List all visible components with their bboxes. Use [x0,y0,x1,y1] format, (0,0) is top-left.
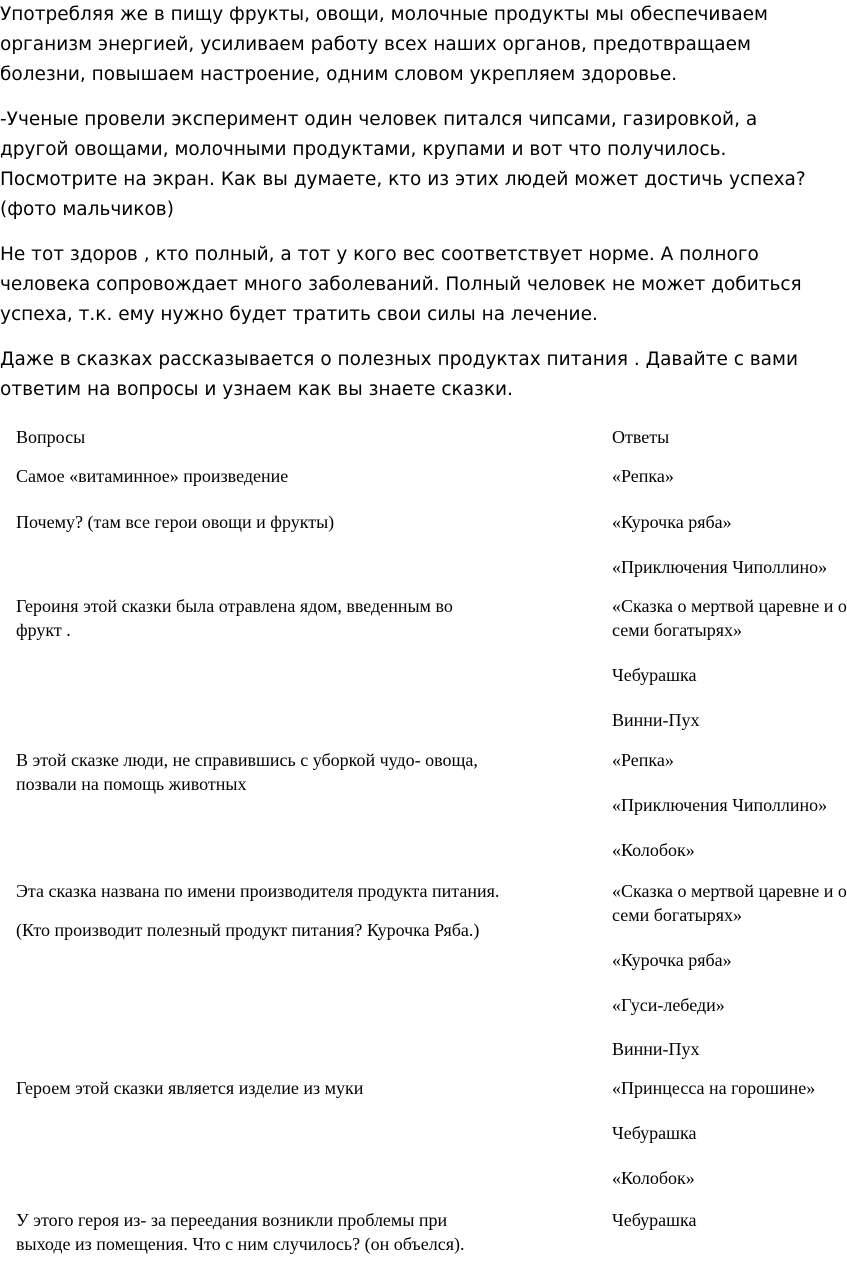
question-cell [16,594,453,642]
question-line: фрукт . [16,620,71,640]
answer-line: «Сказка о мертвой царевне и о [612,596,847,616]
intro-text [0,0,812,405]
answer-cell: Чебурашка [612,1210,697,1230]
answer-cell [612,879,847,927]
question-cell [16,879,499,942]
question-cell [16,464,288,488]
question-line: В этой сказке люди, не справившись с уборкой чудо- овоща, [16,750,478,770]
header-answers: Ответы [612,427,670,447]
question-line: У этого героя из- за переедания возникли проблемы при [16,1210,448,1230]
question-cell [16,1208,464,1256]
answer-cell: «Курочка ряба» [612,512,732,532]
answer-cell: «Принцесса на горошине» [612,1078,816,1098]
answer-cell: «Курочка ряба» [612,950,732,970]
intro-paragraph-2: -Ученые провели эксперимент один человек питался чипсами, газировкой, а другой овощами, молочными продуктами, крупами и вот что получилось. Посмотрите на экран. Как вы думаете, кто из этих людей может достичь успеха?(фото мальчиков) [0,109,806,220]
header-questions: Вопросы [16,427,86,447]
answer-cell: «Репка» [612,750,674,770]
answer-cell: «Приключения Чиполлино» [612,795,828,815]
answer-line: семи богатырях» [612,620,743,640]
question-cell [16,1076,363,1100]
question-subnote: (Кто производит полезный продукт питания? Курочка Ряба.) [16,920,480,940]
answer-line: «Сказка о мертвой царевне и о [612,881,847,901]
question-line: Героем этой сказки является изделие из муки [16,1078,364,1098]
answer-cell [612,594,847,642]
answer-cell: Винни-Пух [612,710,700,730]
answer-cell: «Колобок» [612,1168,695,1188]
question-line: выходе из помещения. Что с ним случилось? (он объелся). [16,1234,465,1254]
answer-cell: Чебурашка [612,665,697,685]
answer-cell: Чебурашка [612,1123,697,1143]
question-cell [16,748,478,796]
question-line: Героиня этой сказки была отравлена ядом, введенным во [16,596,453,616]
answer-line: семи богатырях» [612,905,743,925]
question-cell [16,510,334,534]
answer-cell: «Приключения Чиполлино» [612,557,828,577]
question-line: Почему? (там все герои овощи и фрукты) [16,512,335,532]
answer-cell: «Репка» [612,466,674,486]
question-line: Самое «витаминное» произведение [16,466,289,486]
intro-paragraph-1: Употребляя же в пищу фрукты, овощи, молочные продукты мы обеспечиваем организм энергией, усиливаем работу всех наших органов, предотвращаем болезни, повышаем настроение, одним словом укрепляем здоровье. [0,4,769,85]
answer-cell: «Гуси-лебеди» [612,995,725,1015]
question-line: позвали на помощь животных [16,774,247,794]
question-line: Эта сказка названа по имени производителя продукта питания. [16,881,500,901]
intro-paragraph-4: Даже в сказках рассказывается о полезных продуктах питания . Давайте с вами ответим на вопросы и узнаем как вы знаете сказки. [0,349,799,400]
intro-paragraph-3: Не тот здоров , кто полный, а тот у кого вес соответствует норме. А полного человека сопровождает много заболеваний. Полный человек не может добиться успеха, т.к. ему нужно будет тратить свои силы на лечение. [0,244,802,325]
answer-cell: «Колобок» [612,840,695,860]
answer-cell: Винни-Пух [612,1039,700,1059]
